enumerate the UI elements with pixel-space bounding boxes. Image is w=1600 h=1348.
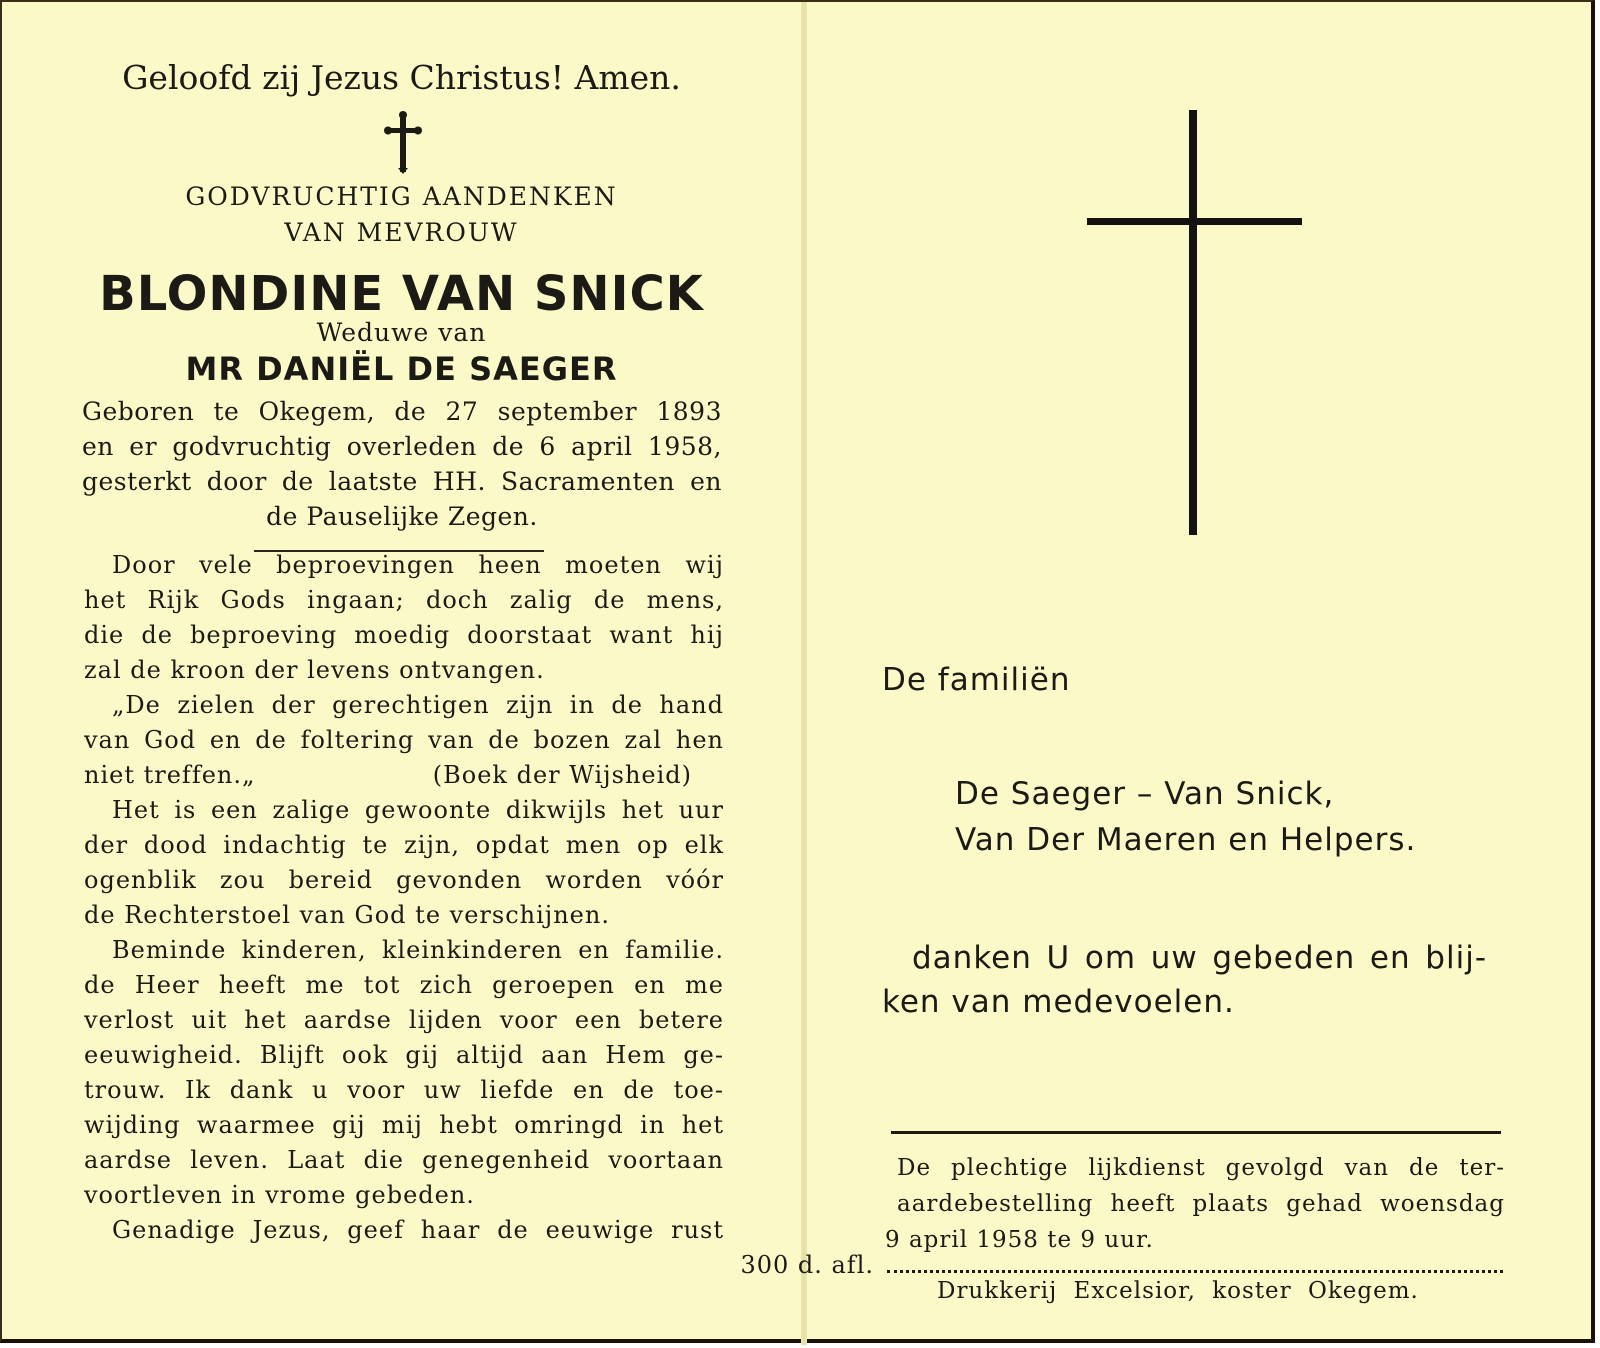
text-line: van God en de foltering van de bozen zal hen: [84, 726, 724, 754]
service-line: De plechtige lijkdienst gevolgd van de ter-: [897, 1155, 1505, 1181]
indulgence-note: 300 d. afl.: [740, 1251, 874, 1279]
text-line: de Heer heeft me tot zich geroepen en me: [84, 971, 724, 999]
thanks-line: ken van medevoelen.: [882, 984, 1235, 1020]
thanks-line: danken U om uw gebeden en blij-: [912, 940, 1487, 976]
family-name-line: De Saeger – Van Snick,: [955, 776, 1335, 812]
text-line: trouw. Ik dank u voor uw liefde en de toe-: [84, 1076, 724, 1104]
bio-line: Geboren te Okegem, de 27 september 1893: [82, 397, 722, 426]
card-title-line2: VAN MEVROUW: [284, 218, 519, 247]
families-label: De familiën: [882, 662, 1071, 698]
card-title-line1: GODVRUCHTIG AANDENKEN: [185, 182, 618, 211]
text-line: het Rijk Gods ingaan; doch zalig de mens,: [84, 586, 724, 614]
text-line: de Rechterstoel van God te verschijnen.: [84, 901, 610, 929]
text-line: Door vele beproevingen heen moeten wij: [112, 551, 724, 579]
text-line: zal de kroon der levens ontvangen.: [84, 656, 545, 684]
citation: (Boek der Wijsheid): [432, 761, 692, 789]
text-line: voortleven in vrome gebeden.: [84, 1181, 475, 1209]
text-line: der dood indachtig te zijn, opdat men op elk: [84, 831, 724, 859]
family-name-line: Van Der Maeren en Helpers.: [955, 822, 1417, 858]
large-cross-icon: [1087, 110, 1307, 540]
right-panel: [807, 2, 1597, 1345]
husband-name: MR DANIËL DE SAEGER: [185, 350, 618, 388]
text-fragment: niet treffen.„: [84, 761, 256, 789]
widow-of-label: Weduwe van: [316, 318, 487, 347]
bio-line: en er godvruchtig overleden de 6 april 1958,: [82, 432, 722, 461]
dotted-divider: [887, 1270, 1503, 1273]
text-line: Genadige Jezus, geef haar de eeuwige rust: [112, 1216, 724, 1244]
greeting: Geloofd zij Jezus Christus! Amen.: [122, 58, 681, 97]
divider-rule: [891, 1131, 1501, 1134]
service-line: aardebestelling heeft plaats gehad woensdag: [897, 1191, 1505, 1217]
memorial-text: [84, 548, 874, 1283]
text-line: [84, 758, 724, 793]
service-line: 9 april 1958 te 9 uur.: [885, 1227, 1154, 1253]
text-line: Beminde kinderen, kleinkinderen en familie.: [112, 936, 724, 964]
text-line: eeuwigheid. Blijft ook gij altijd aan Hem ge-: [84, 1041, 724, 1069]
funeral-service-note: [885, 1150, 1505, 1258]
text-line: aardse leven. Laat die genegenheid voortaan: [84, 1146, 724, 1174]
small-cross-icon: [383, 110, 423, 174]
text-line: Het is een zalige gewoonte dikwijls het uur: [112, 796, 724, 824]
bio-line: de Pauselijke Zegen.: [266, 502, 538, 531]
text-line: „De zielen der gerechtigen zijn in de hand: [112, 691, 724, 719]
thanks-message: [882, 936, 1487, 1024]
text-line: verlost uit het aardse lijden voor een betere: [84, 1006, 724, 1034]
text-line: ogenblik zou bereid gevonden worden vóór: [84, 866, 724, 894]
deceased-name: BLONDINE VAN SNICK: [99, 266, 704, 322]
text-line: wijding waarmee gij mij hebt omringd in het: [84, 1111, 724, 1139]
left-panel: [2, 2, 874, 1345]
biography: [82, 394, 722, 534]
bio-line: gesterkt door de laatste HH. Sacramenten en: [82, 467, 722, 496]
text-line: die de beproeving moedig doorstaat want hij: [84, 621, 724, 649]
printer-credit: Drukkerij Excelsior, koster Okegem.: [937, 1278, 1419, 1304]
